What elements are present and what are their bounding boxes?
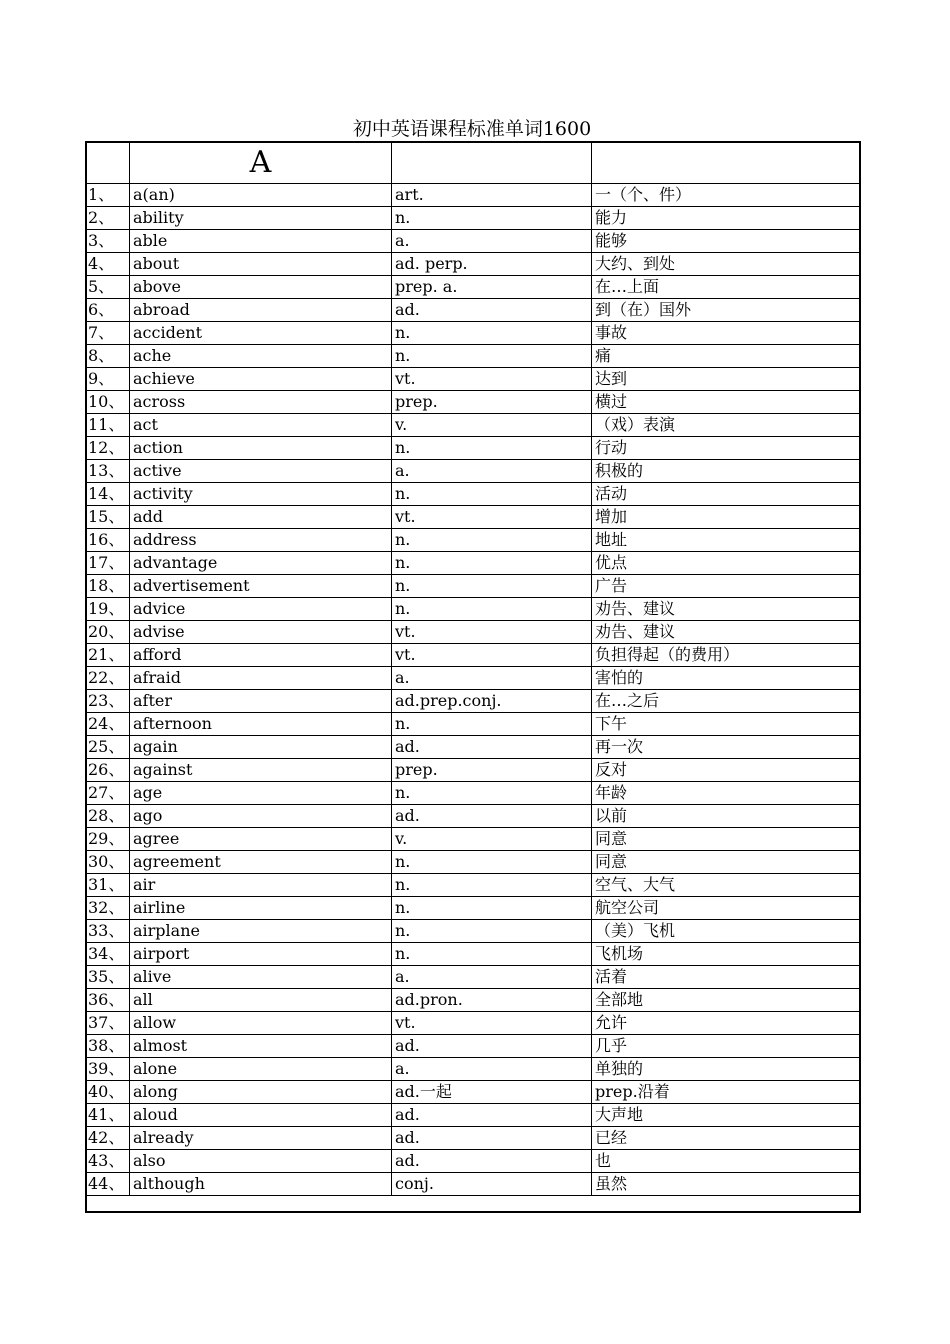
row-number: 15、 <box>86 506 130 529</box>
part-of-speech-cell: a. <box>392 667 592 690</box>
part-of-speech-cell: v. <box>392 828 592 851</box>
part-of-speech-cell: a. <box>392 460 592 483</box>
word-cell: advise <box>130 621 392 644</box>
part-of-speech-cell: n. <box>392 575 592 598</box>
word-cell: along <box>130 1081 392 1104</box>
part-of-speech-cell: vt. <box>392 621 592 644</box>
table-row <box>86 1012 860 1035</box>
word-cell: activity <box>130 483 392 506</box>
meaning-cell: 在…之后 <box>592 690 860 713</box>
row-number: 41、 <box>86 1104 130 1127</box>
row-number: 1、 <box>86 184 130 207</box>
row-number: 42、 <box>86 1127 130 1150</box>
row-number: 30、 <box>86 851 130 874</box>
word-cell: already <box>130 1127 392 1150</box>
word-cell: afraid <box>130 667 392 690</box>
table-row <box>86 230 860 253</box>
table-row <box>86 575 860 598</box>
meaning-cell: 地址 <box>592 529 860 552</box>
row-number: 35、 <box>86 966 130 989</box>
part-of-speech-cell: ad. perp. <box>392 253 592 276</box>
part-of-speech-cell: prep. a. <box>392 276 592 299</box>
row-number: 3、 <box>86 230 130 253</box>
row-number: 29、 <box>86 828 130 851</box>
table-row <box>86 184 860 207</box>
row-number: 43、 <box>86 1150 130 1173</box>
meaning-cell: 在…上面 <box>592 276 860 299</box>
table-row <box>86 1081 860 1104</box>
table-row <box>86 805 860 828</box>
table-row <box>86 483 860 506</box>
table-row <box>86 1058 860 1081</box>
header-cell-empty <box>592 142 860 184</box>
part-of-speech-cell: ad.pron. <box>392 989 592 1012</box>
part-of-speech-cell: ad. <box>392 299 592 322</box>
meaning-cell: 行动 <box>592 437 860 460</box>
page-title: 初中英语课程标准单词1600 <box>352 118 592 140</box>
table-row <box>86 322 860 345</box>
word-cell: agreement <box>130 851 392 874</box>
word-cell: ache <box>130 345 392 368</box>
header-cell-empty <box>86 142 130 184</box>
part-of-speech-cell: n. <box>392 552 592 575</box>
part-of-speech-cell: ad. <box>392 1150 592 1173</box>
part-of-speech-cell: prep. <box>392 391 592 414</box>
part-of-speech-cell: n. <box>392 874 592 897</box>
table-row <box>86 414 860 437</box>
row-number: 40、 <box>86 1081 130 1104</box>
word-cell: age <box>130 782 392 805</box>
part-of-speech-cell: n. <box>392 897 592 920</box>
meaning-cell: 大声地 <box>592 1104 860 1127</box>
word-cell: airplane <box>130 920 392 943</box>
table-row <box>86 368 860 391</box>
meaning-cell: 几乎 <box>592 1035 860 1058</box>
table-row <box>86 437 860 460</box>
table-row <box>86 276 860 299</box>
table-row <box>86 299 860 322</box>
part-of-speech-cell: art. <box>392 184 592 207</box>
meaning-cell: 能力 <box>592 207 860 230</box>
row-number: 24、 <box>86 713 130 736</box>
row-number: 9、 <box>86 368 130 391</box>
word-cell: ago <box>130 805 392 828</box>
table-row <box>86 690 860 713</box>
meaning-cell: 大约、到处 <box>592 253 860 276</box>
row-number: 21、 <box>86 644 130 667</box>
row-number: 6、 <box>86 299 130 322</box>
meaning-cell: 增加 <box>592 506 860 529</box>
meaning-cell: 负担得起（的费用） <box>592 644 860 667</box>
table-row <box>86 391 860 414</box>
part-of-speech-cell: a. <box>392 230 592 253</box>
part-of-speech-cell: conj. <box>392 1173 592 1196</box>
word-cell: air <box>130 874 392 897</box>
meaning-cell: 劝告、建议 <box>592 598 860 621</box>
meaning-cell: 虽然 <box>592 1173 860 1196</box>
meaning-cell: 害怕的 <box>592 667 860 690</box>
part-of-speech-cell: n. <box>392 713 592 736</box>
row-number: 39、 <box>86 1058 130 1081</box>
word-cell: across <box>130 391 392 414</box>
meaning-cell: 全部地 <box>592 989 860 1012</box>
row-number: 7、 <box>86 322 130 345</box>
part-of-speech-cell: ad.一起 <box>392 1081 592 1104</box>
part-of-speech-cell: n. <box>392 437 592 460</box>
part-of-speech-cell: vt. <box>392 368 592 391</box>
meaning-cell: 再一次 <box>592 736 860 759</box>
meaning-cell: 单独的 <box>592 1058 860 1081</box>
row-number: 44、 <box>86 1173 130 1196</box>
meaning-cell: 以前 <box>592 805 860 828</box>
table-row <box>86 759 860 782</box>
word-cell: advantage <box>130 552 392 575</box>
row-number: 13、 <box>86 460 130 483</box>
meaning-cell: 已经 <box>592 1127 860 1150</box>
word-cell: airline <box>130 897 392 920</box>
part-of-speech-cell: ad. <box>392 1127 592 1150</box>
table-row <box>86 1173 860 1196</box>
table-row <box>86 897 860 920</box>
meaning-cell: 优点 <box>592 552 860 575</box>
word-cell: achieve <box>130 368 392 391</box>
row-number: 33、 <box>86 920 130 943</box>
row-number: 32、 <box>86 897 130 920</box>
part-of-speech-cell: ad.prep.conj. <box>392 690 592 713</box>
header-cell-empty <box>392 142 592 184</box>
word-cell: alive <box>130 966 392 989</box>
word-cell: after <box>130 690 392 713</box>
word-cell: aloud <box>130 1104 392 1127</box>
row-number: 26、 <box>86 759 130 782</box>
part-of-speech-cell: n. <box>392 943 592 966</box>
word-cell: about <box>130 253 392 276</box>
table-row <box>86 207 860 230</box>
section-letter: A <box>130 142 392 184</box>
meaning-cell: 年龄 <box>592 782 860 805</box>
row-number: 5、 <box>86 276 130 299</box>
table-row <box>86 874 860 897</box>
meaning-cell: 允许 <box>592 1012 860 1035</box>
meaning-cell: 同意 <box>592 828 860 851</box>
section-header-row <box>86 142 860 184</box>
table-row <box>86 851 860 874</box>
meaning-cell: 劝告、建议 <box>592 621 860 644</box>
word-cell: afternoon <box>130 713 392 736</box>
table-row <box>86 253 860 276</box>
meaning-cell: 横过 <box>592 391 860 414</box>
meaning-cell: （戏）表演 <box>592 414 860 437</box>
part-of-speech-cell: n. <box>392 207 592 230</box>
row-number: 31、 <box>86 874 130 897</box>
table-row <box>86 1104 860 1127</box>
table-row <box>86 598 860 621</box>
part-of-speech-cell: n. <box>392 851 592 874</box>
meaning-cell: 反对 <box>592 759 860 782</box>
word-cell: accident <box>130 322 392 345</box>
table-row <box>86 644 860 667</box>
part-of-speech-cell: v. <box>392 414 592 437</box>
part-of-speech-cell: vt. <box>392 644 592 667</box>
meaning-cell: （美）飞机 <box>592 920 860 943</box>
table-row <box>86 1035 860 1058</box>
meaning-cell: 航空公司 <box>592 897 860 920</box>
word-cell: again <box>130 736 392 759</box>
row-number: 17、 <box>86 552 130 575</box>
meaning-cell: 积极的 <box>592 460 860 483</box>
word-cell: action <box>130 437 392 460</box>
word-cell: afford <box>130 644 392 667</box>
meaning-cell: 下午 <box>592 713 860 736</box>
table-row <box>86 782 860 805</box>
meaning-cell: 广告 <box>592 575 860 598</box>
table-row <box>86 943 860 966</box>
table-row <box>86 713 860 736</box>
word-cell: abroad <box>130 299 392 322</box>
word-cell: agree <box>130 828 392 851</box>
word-cell: ability <box>130 207 392 230</box>
row-number: 36、 <box>86 989 130 1012</box>
word-cell: all <box>130 989 392 1012</box>
word-cell: add <box>130 506 392 529</box>
row-number: 8、 <box>86 345 130 368</box>
row-number: 25、 <box>86 736 130 759</box>
word-cell: alone <box>130 1058 392 1081</box>
word-cell: airport <box>130 943 392 966</box>
word-cell: a(an) <box>130 184 392 207</box>
row-number: 12、 <box>86 437 130 460</box>
word-cell: although <box>130 1173 392 1196</box>
meaning-cell: 活着 <box>592 966 860 989</box>
row-number: 2、 <box>86 207 130 230</box>
table-row <box>86 552 860 575</box>
row-number: 27、 <box>86 782 130 805</box>
part-of-speech-cell: n. <box>392 920 592 943</box>
part-of-speech-cell: n. <box>392 782 592 805</box>
part-of-speech-cell: n. <box>392 598 592 621</box>
meaning-cell: prep.沿着 <box>592 1081 860 1104</box>
part-of-speech-cell: ad. <box>392 1035 592 1058</box>
meaning-cell: 活动 <box>592 483 860 506</box>
table-row <box>86 1127 860 1150</box>
table-row <box>86 920 860 943</box>
table-row <box>86 989 860 1012</box>
word-cell: advertisement <box>130 575 392 598</box>
meaning-cell: 达到 <box>592 368 860 391</box>
part-of-speech-cell: n. <box>392 345 592 368</box>
meaning-cell: 事故 <box>592 322 860 345</box>
table-row <box>86 529 860 552</box>
part-of-speech-cell: a. <box>392 966 592 989</box>
part-of-speech-cell: ad. <box>392 805 592 828</box>
meaning-cell: 一（个、件） <box>592 184 860 207</box>
row-number: 28、 <box>86 805 130 828</box>
part-of-speech-cell: ad. <box>392 1104 592 1127</box>
row-number: 14、 <box>86 483 130 506</box>
table-row <box>86 1150 860 1173</box>
row-number: 16、 <box>86 529 130 552</box>
word-cell: above <box>130 276 392 299</box>
word-cell: almost <box>130 1035 392 1058</box>
meaning-cell: 飞机场 <box>592 943 860 966</box>
row-number: 10、 <box>86 391 130 414</box>
row-number: 38、 <box>86 1035 130 1058</box>
table-row <box>86 667 860 690</box>
meaning-cell: 到（在）国外 <box>592 299 860 322</box>
row-number: 23、 <box>86 690 130 713</box>
table-row <box>86 621 860 644</box>
row-number: 34、 <box>86 943 130 966</box>
word-cell: able <box>130 230 392 253</box>
row-number: 18、 <box>86 575 130 598</box>
vocabulary-table <box>85 141 860 1196</box>
part-of-speech-cell: n. <box>392 483 592 506</box>
meaning-cell: 能够 <box>592 230 860 253</box>
table-row <box>86 736 860 759</box>
meaning-cell: 同意 <box>592 851 860 874</box>
table-row <box>86 966 860 989</box>
meaning-cell: 空气、大气 <box>592 874 860 897</box>
word-cell: also <box>130 1150 392 1173</box>
row-number: 4、 <box>86 253 130 276</box>
part-of-speech-cell: prep. <box>392 759 592 782</box>
part-of-speech-cell: vt. <box>392 506 592 529</box>
table-row <box>86 345 860 368</box>
part-of-speech-cell: n. <box>392 529 592 552</box>
table-row <box>86 460 860 483</box>
word-cell: active <box>130 460 392 483</box>
part-of-speech-cell: n. <box>392 322 592 345</box>
part-of-speech-cell: a. <box>392 1058 592 1081</box>
word-cell: advice <box>130 598 392 621</box>
row-number: 20、 <box>86 621 130 644</box>
row-number: 22、 <box>86 667 130 690</box>
row-number: 37、 <box>86 1012 130 1035</box>
table-row <box>86 506 860 529</box>
row-number: 19、 <box>86 598 130 621</box>
meaning-cell: 痛 <box>592 345 860 368</box>
part-of-speech-cell: ad. <box>392 736 592 759</box>
word-cell: against <box>130 759 392 782</box>
table-row <box>86 828 860 851</box>
row-number: 11、 <box>86 414 130 437</box>
word-cell: allow <box>130 1012 392 1035</box>
word-cell: address <box>130 529 392 552</box>
part-of-speech-cell: vt. <box>392 1012 592 1035</box>
meaning-cell: 也 <box>592 1150 860 1173</box>
word-cell: act <box>130 414 392 437</box>
